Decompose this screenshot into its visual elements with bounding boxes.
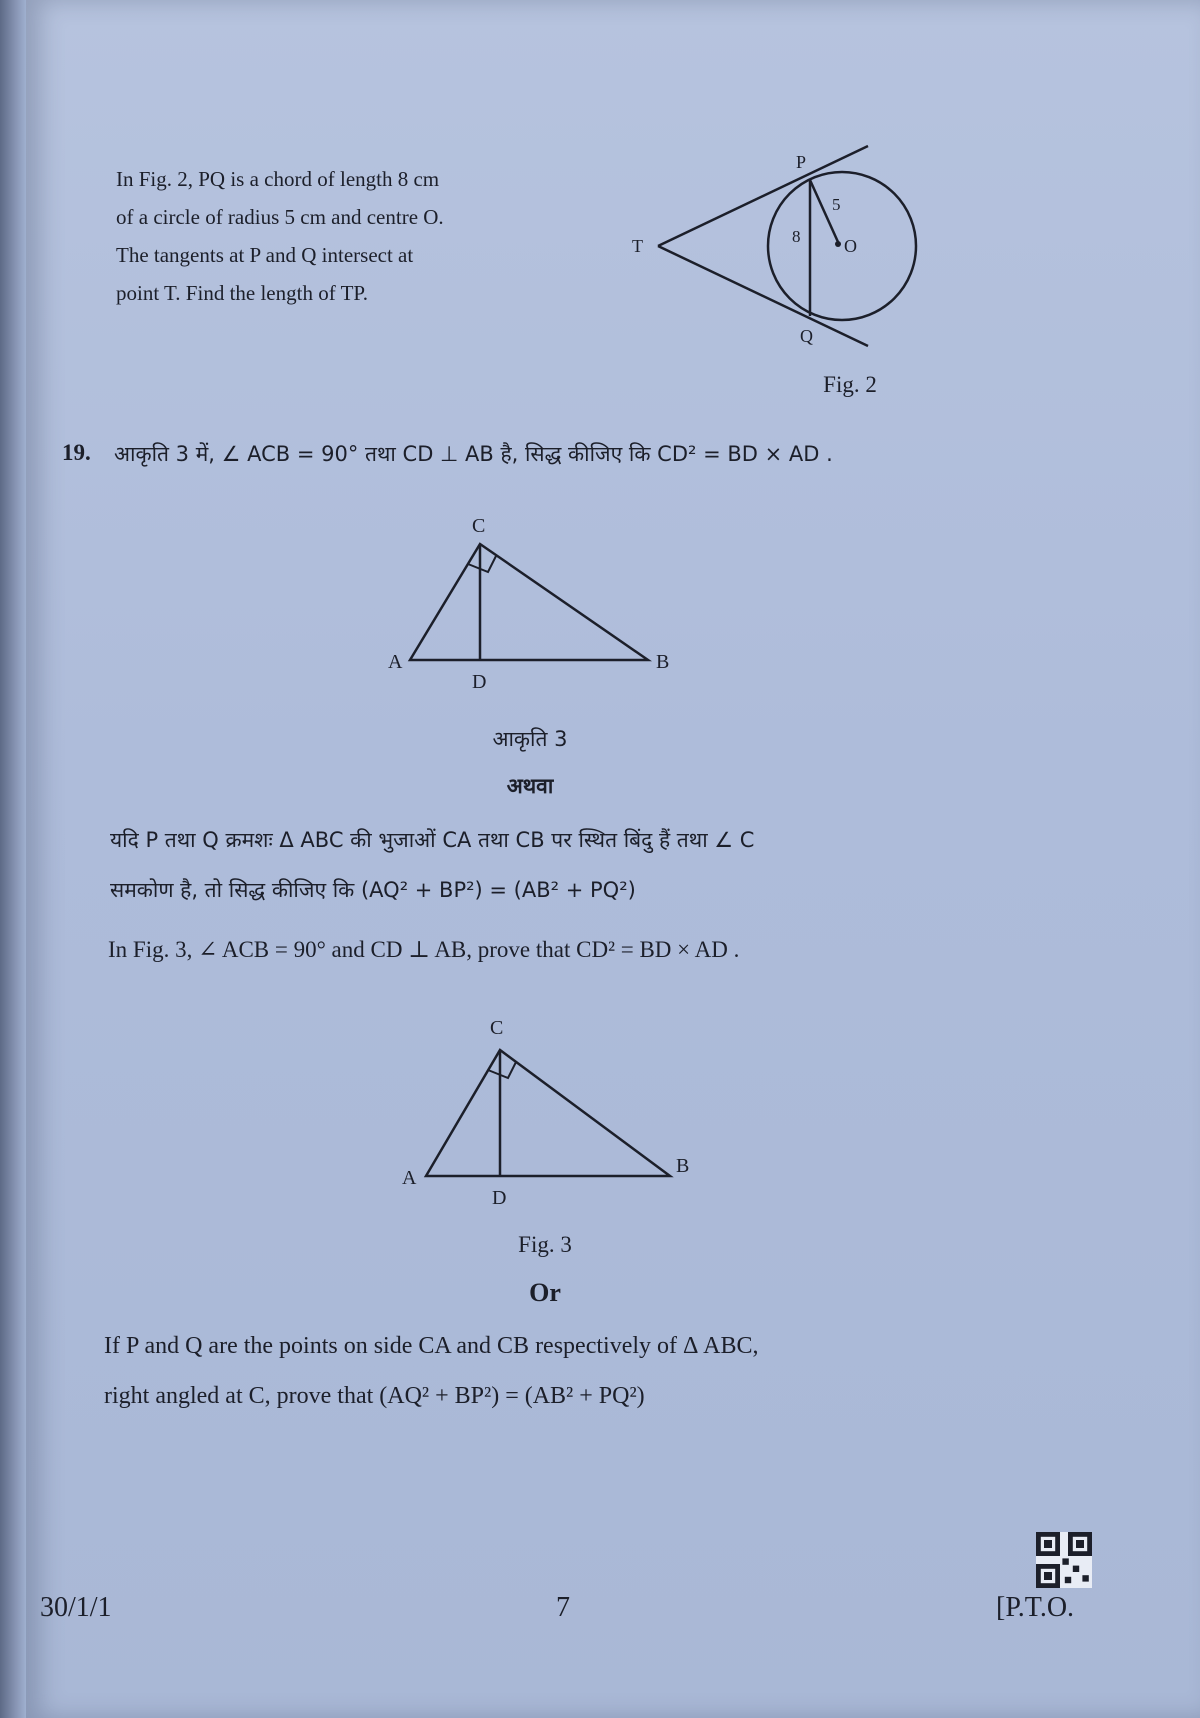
fig2-label-o: O — [844, 236, 857, 256]
q19-english-alt-line-1: If P and Q are the points on side CA and CB respectively of Δ ABC, — [104, 1333, 759, 1359]
fig3-triangle — [390, 1008, 710, 1218]
fig2-centre-dot — [835, 241, 841, 247]
hindi-fig3-caption: आकृति 3 — [492, 727, 568, 751]
q19-hindi-statement: आकृति 3 में, ∠ ACB = 90° तथा CD ⊥ AB है, सिद्ध कीजिए कि CD² = BD × AD . — [114, 442, 833, 466]
q19-hindi-alt-line-1: यदि P तथा Q क्रमशः Δ ABC की भुजाओं CA तथा CB पर स्थित बिंदु हैं तथा ∠ C — [110, 828, 755, 852]
page-number: 7 — [556, 1592, 570, 1623]
english-or: Or — [529, 1278, 561, 1307]
paper-code: 30/1/1 — [40, 1592, 112, 1623]
hindi-fig3-triangle-abc — [410, 544, 648, 660]
fig3-label-c: C — [490, 1017, 504, 1039]
hindi-fig3-label-b: B — [656, 651, 670, 673]
q19-english-alt-line-2: right angled at C, prove that (AQ² + BP²) = (AB² + PQ²) — [104, 1383, 645, 1409]
fig2-label-chord: 8 — [792, 227, 801, 246]
q19-english-statement: In Fig. 3, ∠ ACB = 90° and CD ⊥ AB, prove that CD² = BD × AD . — [108, 937, 740, 962]
hindi-fig3-label-a: A — [388, 651, 403, 673]
fig2-label-t: T — [632, 236, 643, 256]
fig3-label-a: A — [402, 1167, 417, 1189]
page-binding-edge — [0, 0, 26, 1718]
fig3-label-d: D — [492, 1187, 507, 1209]
hindi-or: अथवा — [506, 774, 554, 798]
fig2-caption: Fig. 2 — [823, 372, 877, 397]
q18-text — [116, 160, 546, 312]
q19-number: 19. — [62, 440, 91, 465]
fig2-diagram — [620, 140, 920, 370]
fig2-circle — [768, 172, 916, 320]
q18-line-1: In Fig. 2, PQ is a chord of length 8 cm — [116, 167, 440, 191]
q18-line-2: of a circle of radius 5 cm and centre O. — [116, 205, 444, 229]
hindi-fig3-triangle — [380, 508, 680, 708]
hindi-fig3-label-c: C — [472, 515, 486, 537]
fig3-triangle-abc — [426, 1050, 670, 1176]
qr-code-icon — [1036, 1532, 1092, 1588]
q19-hindi-alt-line-2: समकोण है, तो सिद्ध कीजिए कि (AQ² + BP²) = (AB² + PQ²) — [110, 878, 636, 902]
fig2-label-q: Q — [800, 326, 813, 346]
q18-line-3: The tangents at P and Q intersect at — [116, 243, 414, 267]
fig2-label-p: P — [796, 152, 807, 172]
fig2-tangent-tq — [658, 246, 868, 346]
please-turn-over: [P.T.O. — [996, 1592, 1075, 1623]
fig3-caption: Fig. 3 — [518, 1232, 572, 1257]
hindi-fig3-label-d: D — [472, 671, 487, 693]
fig3-label-b: B — [676, 1155, 690, 1177]
q18-line-4: point T. Find the length of TP. — [116, 281, 369, 305]
fig2-label-radius: 5 — [832, 195, 841, 214]
